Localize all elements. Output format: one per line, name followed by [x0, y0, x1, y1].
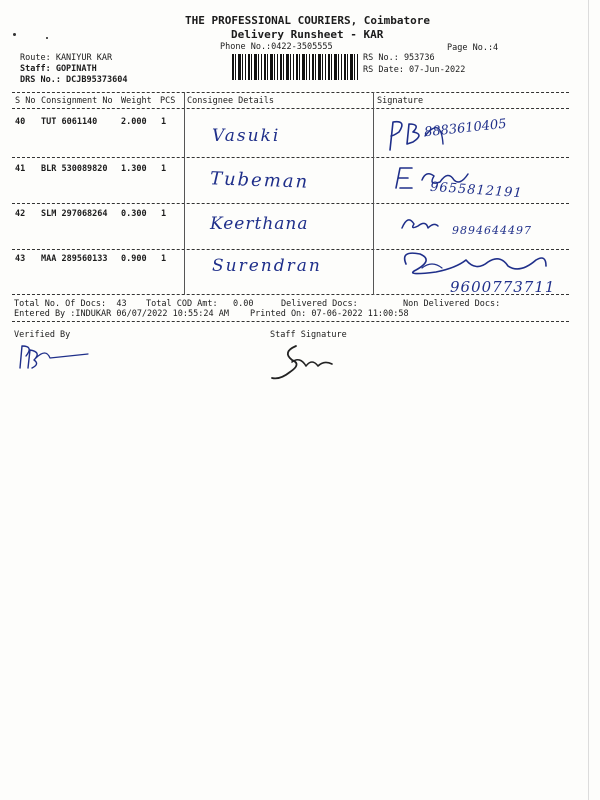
- column-divider: [184, 92, 185, 295]
- row-weight: 1.300: [121, 164, 147, 174]
- column-header-consignee: Consignee Details: [187, 96, 274, 106]
- signature-phone: 9655812191: [429, 179, 524, 202]
- entered-by: Entered By :INDUKAR 06/07/2022 10:55:24 AM: [14, 309, 229, 319]
- page-edge: [588, 0, 589, 800]
- row-consignment: TUT 6061140: [41, 117, 98, 127]
- staff-signature: [262, 340, 342, 384]
- row-sno: 40: [15, 117, 26, 127]
- row-weight: 2.000: [121, 117, 147, 127]
- runsheet-title: Delivery Runsheet - KAR: [231, 28, 384, 41]
- verifier-signature: [16, 342, 96, 372]
- phone-number: Phone No.:0422-3505555: [220, 42, 333, 52]
- rs-number: RS No.: 953736: [363, 53, 435, 63]
- total-docs: Total No. Of Docs: 43: [14, 299, 127, 309]
- rs-date: RS Date: 07-Jun-2022: [363, 65, 466, 75]
- total-cod: Total COD Amt: 0.00: [146, 299, 254, 309]
- consignee-handwriting: Surendran: [212, 256, 322, 276]
- row-consignment: BLR 530089820: [41, 164, 108, 174]
- route-label: Route: KANIYUR KAR: [20, 53, 113, 63]
- drs-number: DRS No.: DCJB95373604: [20, 75, 128, 85]
- row-pcs: 1: [161, 117, 167, 127]
- signature-scribble: [398, 210, 448, 234]
- row-weight: 0.900: [121, 254, 147, 264]
- printed-on: Printed On: 07-06-2022 11:00:58: [250, 309, 409, 319]
- signature-phone: 9600773711: [450, 278, 556, 296]
- row-divider: [12, 203, 569, 204]
- column-header-pcs: PCS: [160, 96, 176, 106]
- row-divider: [12, 157, 569, 158]
- barcode: [232, 54, 360, 80]
- company-title: THE PROFESSIONAL COURIERS, Coimbatore: [185, 14, 431, 27]
- row-pcs: 1: [161, 254, 167, 264]
- delivered-docs: Delivered Docs:: [281, 299, 358, 309]
- footer-rule: [12, 321, 569, 322]
- row-sno: 43: [15, 254, 26, 264]
- column-header-weight: Weight: [121, 96, 152, 106]
- non-delivered-docs: Non Delivered Docs:: [403, 299, 501, 309]
- scan-speck: [13, 33, 16, 36]
- column-divider: [373, 92, 374, 295]
- consignee-handwriting: Tubeman: [209, 168, 310, 193]
- row-consignment: MAA 289560133: [41, 254, 108, 264]
- signature-scribble: [396, 246, 556, 282]
- row-consignment: SLM 297068264: [41, 209, 108, 219]
- row-pcs: 1: [161, 209, 167, 219]
- staff-signature-label: Staff Signature: [270, 330, 347, 340]
- verified-by-label: Verified By: [14, 330, 71, 340]
- row-sno: 42: [15, 209, 26, 219]
- column-header-sno: S No: [15, 96, 36, 106]
- row-weight: 0.300: [121, 209, 147, 219]
- column-header-signature: Signature: [377, 96, 424, 106]
- column-header-consignment: Consignment No: [41, 96, 113, 106]
- staff-label: Staff: GOPINATH: [20, 64, 97, 74]
- row-pcs: 1: [161, 164, 167, 174]
- scan-speck: [46, 37, 48, 39]
- consignee-handwriting: Vasuki: [212, 126, 281, 146]
- row-sno: 41: [15, 164, 26, 174]
- header-bottom-rule: [12, 108, 569, 109]
- table-top-rule: [12, 92, 569, 93]
- signature-phone: 8883610405: [423, 116, 508, 141]
- signature-phone: 9894644497: [452, 224, 532, 237]
- page-number: Page No.:4: [447, 43, 499, 53]
- consignee-handwriting: Keerthana: [210, 214, 309, 234]
